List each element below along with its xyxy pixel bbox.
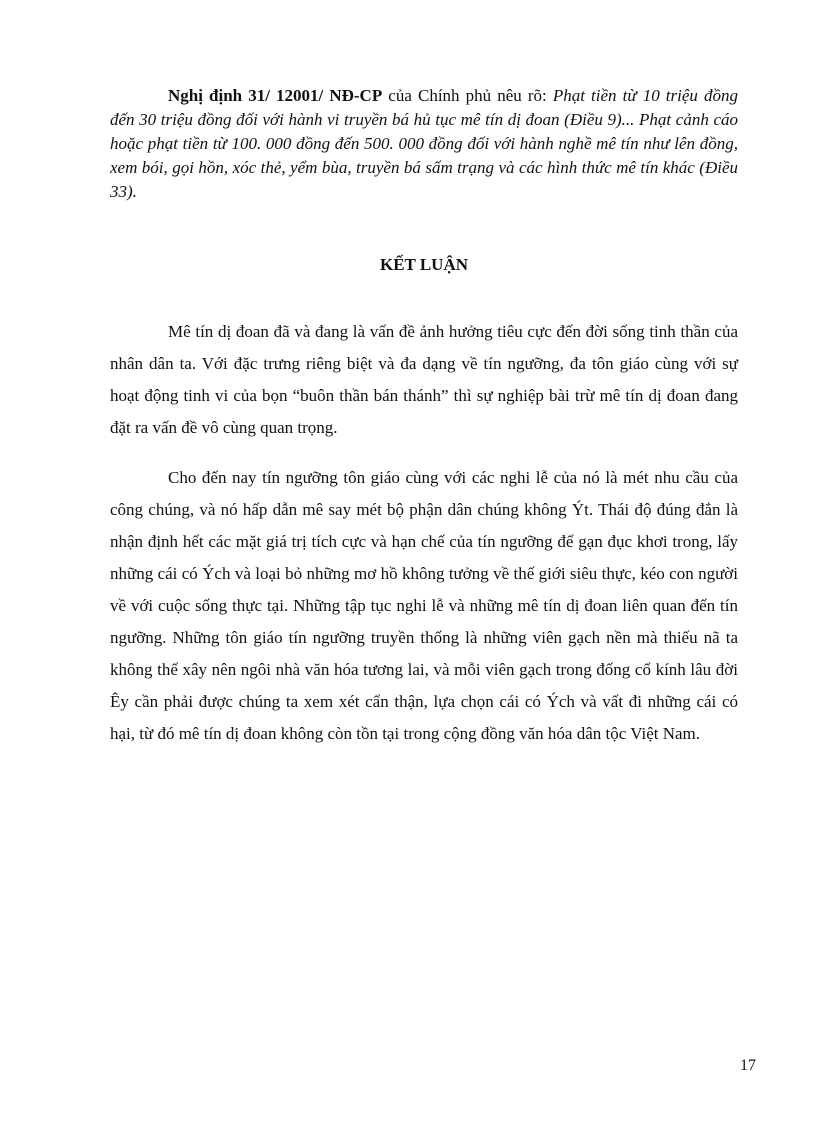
decree-connector: của Chính phủ nêu rõ: [382, 86, 553, 105]
decree-reference: Nghị định 31/ 12001/ NĐ-CP [168, 86, 383, 105]
conclusion-paragraph-2: Cho đến nay tín ngưỡng tôn giáo cùng với các nghi lễ của nó là mét nhu cầu của công chúng, và nó hấp dẫn mê say mét bộ phận dân chúng không Ýt. Thái độ đúng đắn là nhận định hết các mặt giá trị tích cực và hạn chế của tín ngưỡng để gạn đục khơi trong, lấy những cái có Ých và loại bỏ những mơ hồ không tưởng về thế giới siêu thực, kéo con người về với cuộc sống thực tại. Những tập tục nghi lễ và những mê tín dị đoan liên quan đến tín ngưỡng. Những tôn giáo tín ngưỡng truyền thống là những viên gạch nền mà thiếu nã ta không thể xây nên ngôi nhà văn hóa tương lai, và mỗi viên gạch trong đống cổ kính lâu đời Êy cần phải được chúng ta xem xét cẩn thận, lựa chọn cái có Ých và vất đi những cái có hại, từ đó mê tín dị đoan không còn tồn tại trong cộng đồng văn hóa dân tộc Việt Nam. [110, 468, 738, 743]
decree-quote: Phạt tiền từ 10 triệu đồng đến 30 triệu đồng đối với hành vi truyền bá hủ tục mê tín dị đoan (Điều 9)... Phạt cảnh cáo hoặc phạt tiền từ 100. 000 đồng đến 500. 000 đồng đối với hành nghề mê tín như lên đồng, xem bói, gọi hồn, xóc thẻ, yểm bùa, truyền bá sấm trạng và các hình thức mê tín khác (Điều 33). [110, 86, 738, 201]
page-number: 17 [740, 1057, 756, 1074]
conclusion-heading: KẾT LUẬN [379, 255, 468, 274]
document-page [110, 84, 738, 750]
decree-paragraph [110, 84, 738, 204]
conclusion-paragraph-1: Mê tín dị đoan đã và đang là vấn đề ảnh hưởng tiêu cực đến đời sống tinh thần của nhân dân ta. Với đặc trưng riêng biệt và đa dạng về tín ngưỡng, đa tôn giáo cùng với sự hoạt động tinh vi của bọn “buôn thần bán thánh” thì sự nghiệp bài trừ mê tín dị đoan đang đặt ra vấn đề vô cùng quan trọng. [110, 322, 738, 437]
